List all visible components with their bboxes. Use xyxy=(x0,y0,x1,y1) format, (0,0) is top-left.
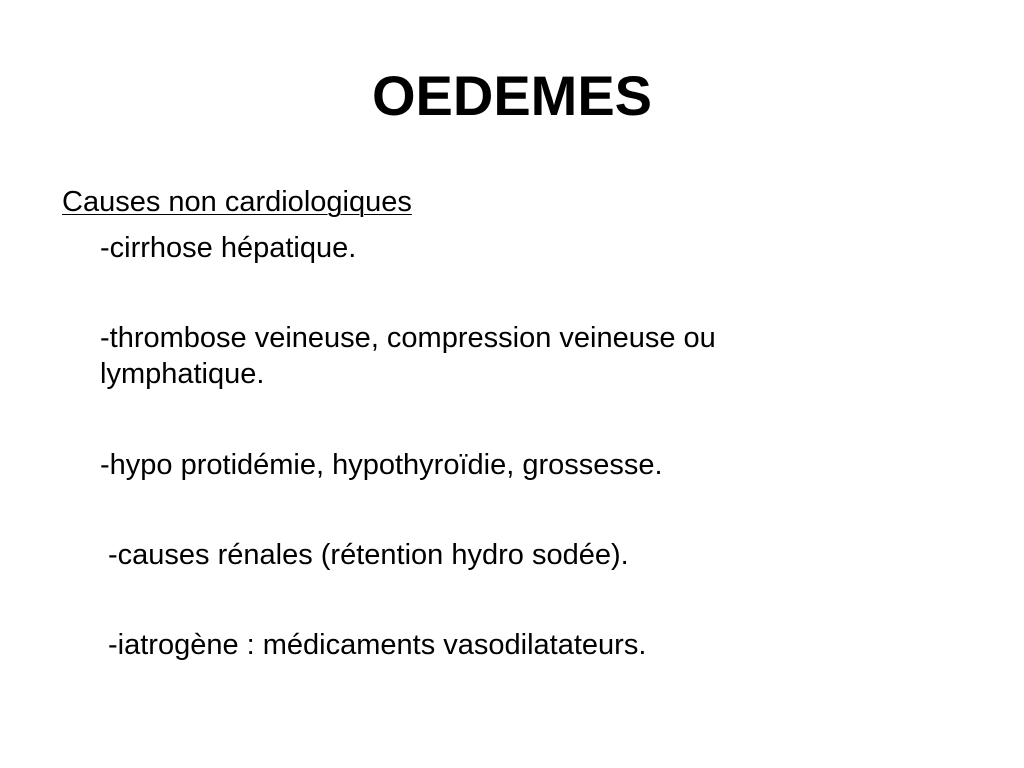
list-item: -cirrhose hépatique. xyxy=(100,232,357,264)
section-heading: Causes non cardiologiques xyxy=(62,186,412,218)
list-item: -thrombose veineuse, compression veineuse ou lymphatique. xyxy=(100,322,716,390)
list-item: -hypo protidémie, hypothyroïdie, grossesse. xyxy=(100,449,663,481)
slide-title: OEDEMES xyxy=(371,64,653,127)
list-item: -causes rénales (rétention hydro sodée). xyxy=(108,539,629,571)
list-item: -iatrogène : médicaments vasodilatateurs. xyxy=(108,629,647,661)
